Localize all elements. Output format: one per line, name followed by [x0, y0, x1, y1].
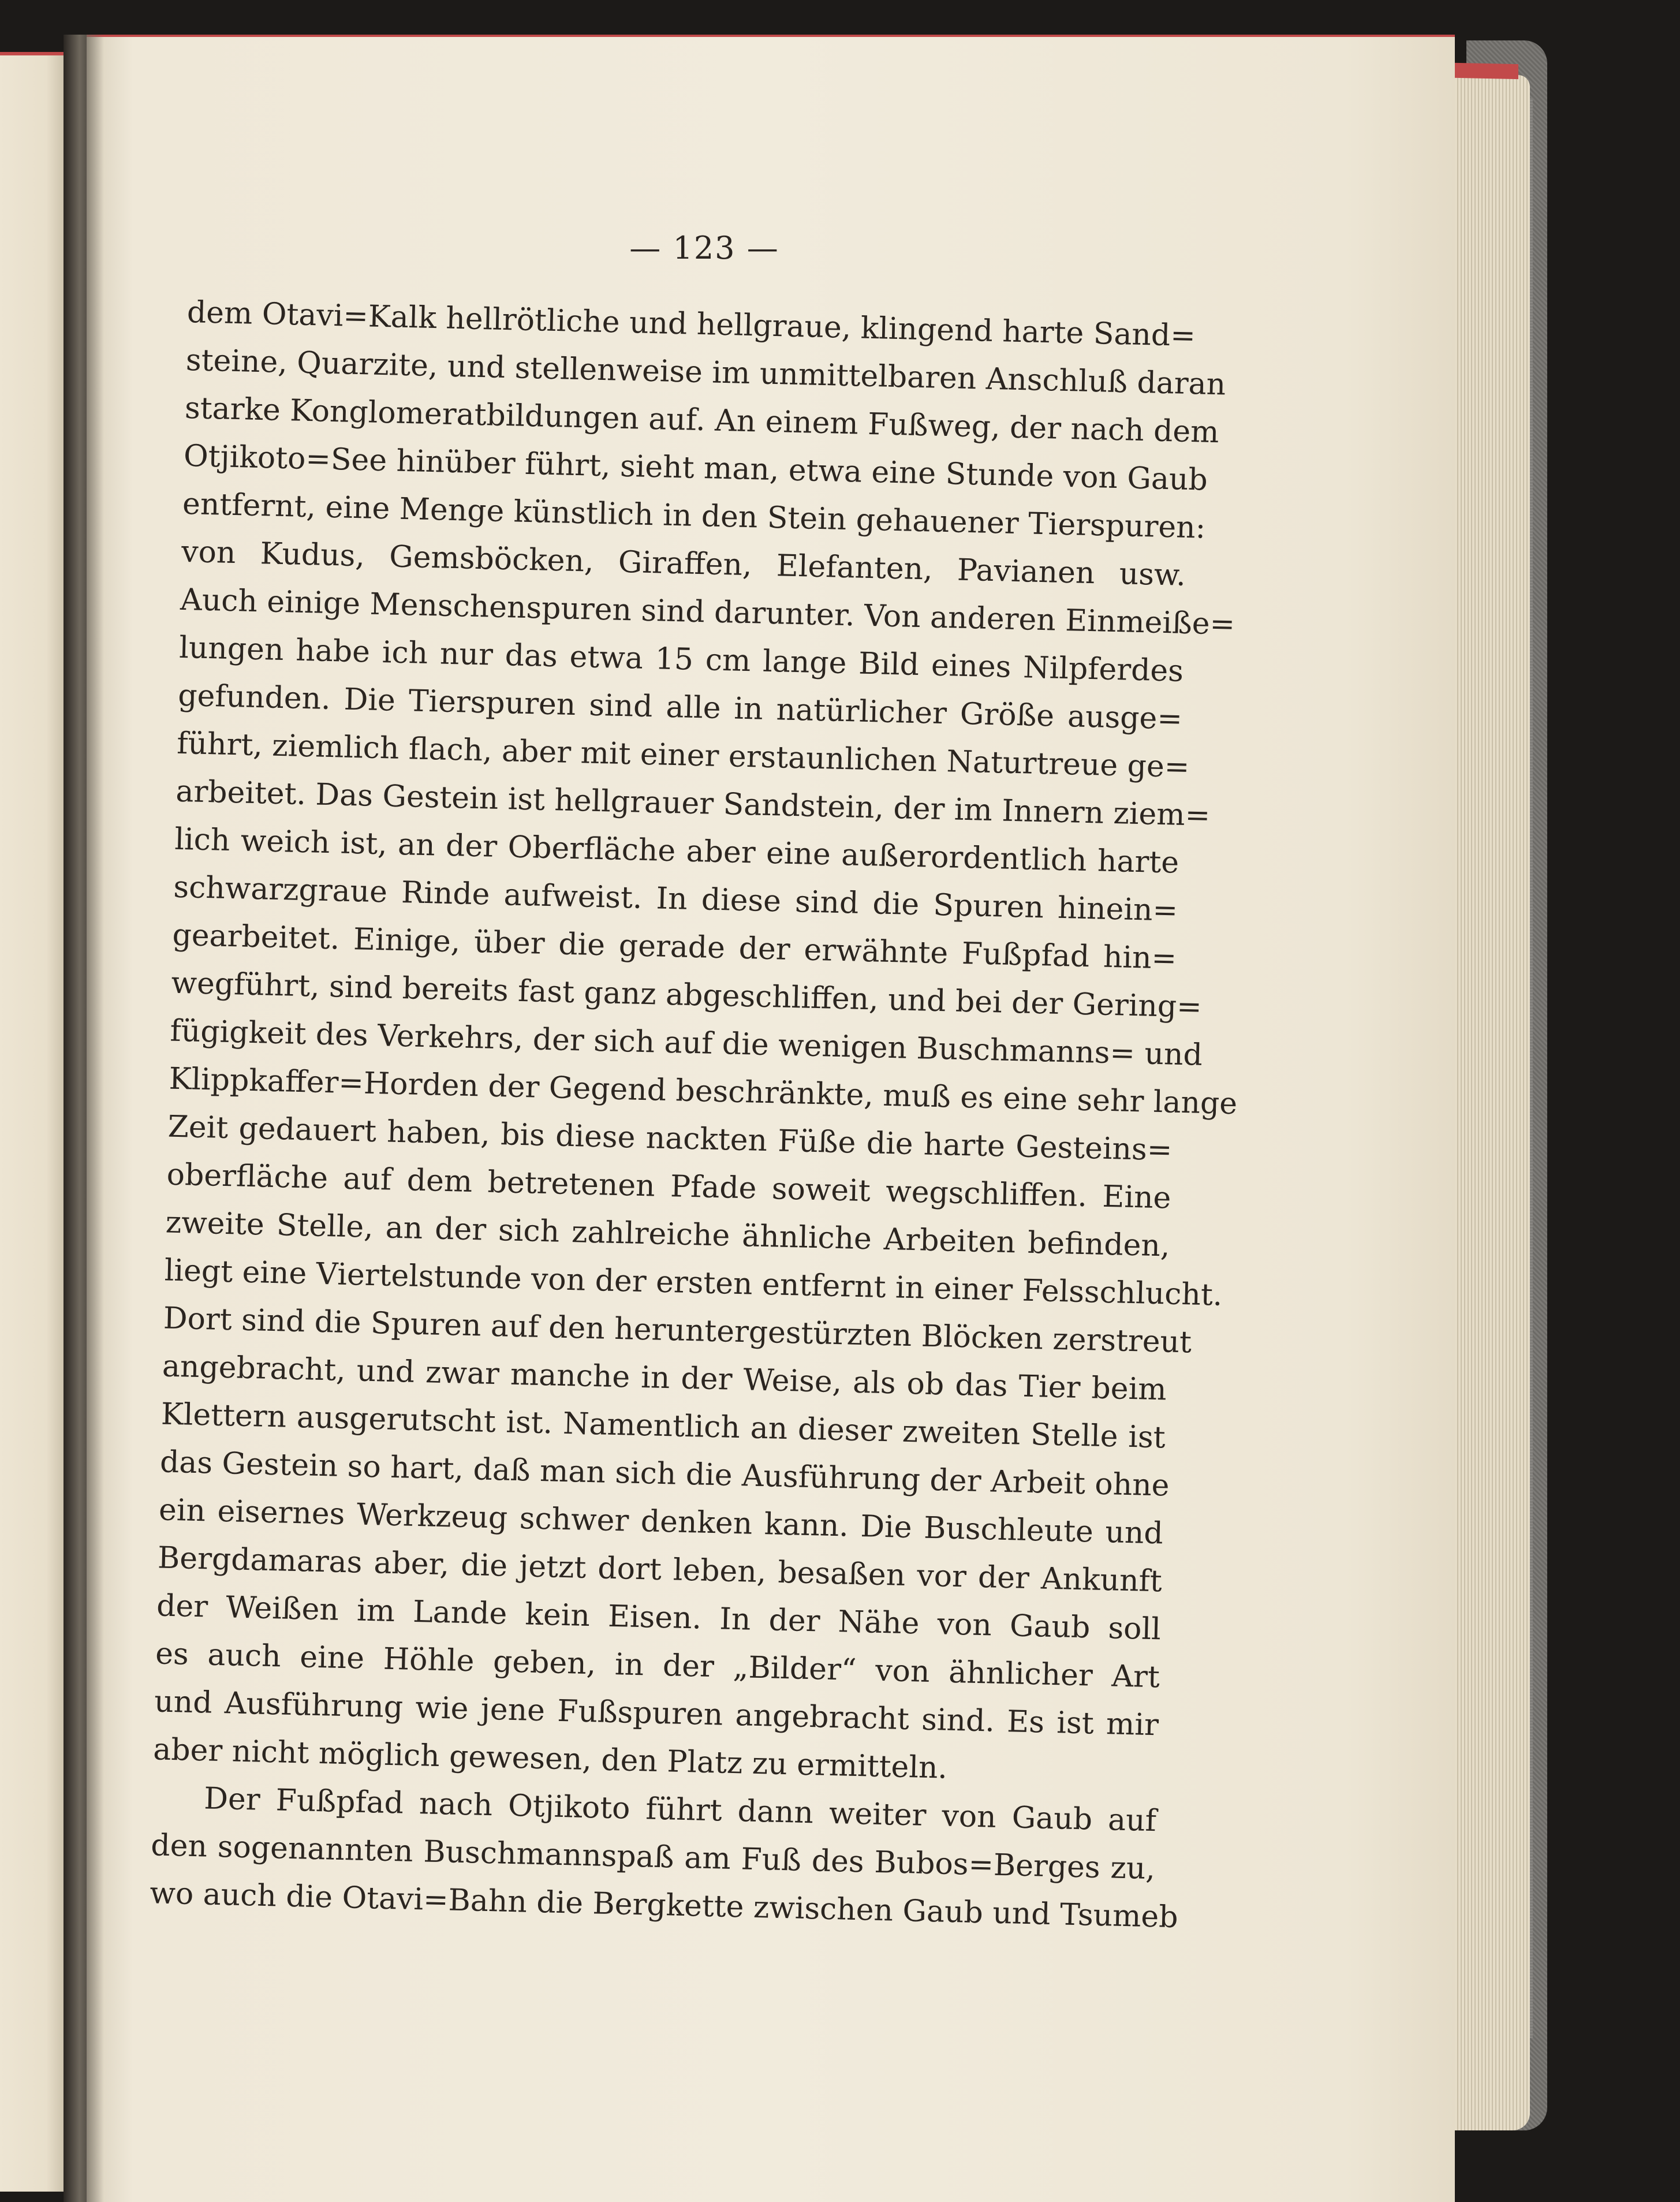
text-line: den sogenannten Buschmannspaß am Fuß des Bubos=Berges zu,: [150, 1828, 1156, 1887]
page-number: — 123 —: [629, 230, 779, 266]
text-line: schwarzgraue Rinde aufweist. In diese sind die Spuren hinein=: [173, 869, 1178, 928]
text-line: Otjikoto=See hinüber führt, sieht man, etwa eine Stunde von Gaub: [183, 438, 1208, 498]
text-line: es auch eine Höhle geben, in der „Bilder“ von ähnlicher Art: [155, 1636, 1160, 1695]
text-line: Dort sind die Spuren auf den heruntergestürzten Blöcken zerstreut: [163, 1301, 1192, 1360]
text-line: lungen habe ich nur das etwa 15 cm lange Bild eines Nilpferdes: [178, 630, 1184, 689]
text-line: lich weich ist, an der Oberfläche aber eine außerordentlich harte: [174, 822, 1179, 880]
body-text: [149, 289, 1238, 1941]
text-line: oberfläche auf dem betretenen Pfade soweit wegschliffen. Eine: [166, 1157, 1172, 1216]
text-line: steine, Quarzite, und stellenweise im unmittelbaren Anschluß daran: [185, 342, 1226, 402]
text-line: wo auch die Otavi=Bahn die Bergkette zwischen Gaub und Tsumeb: [149, 1876, 1179, 1935]
text-line: liegt eine Viertelstunde von der ersten entfernt in einer Felsschlucht.: [164, 1253, 1223, 1313]
text-line: Klettern ausgerutscht ist. Namentlich an dieser zweiten Stelle ist: [160, 1397, 1166, 1455]
text-line: gefunden. Die Tierspuren sind alle in natürlicher Größe ausge=: [177, 678, 1183, 737]
text-line: Auch einige Menschenspuren sind darunter. Von anderen Einmeiße=: [180, 582, 1235, 642]
text-line: angebracht, und zwar manche in der Weise, als ob das Tier beim: [162, 1349, 1167, 1408]
text-line: gearbeitet. Einige, über die gerade der erwähnte Fußpfad hin=: [171, 917, 1177, 976]
gutter-shadow: [64, 35, 104, 2202]
text-line: von Kudus, Gemsböcken, Giraffen, Elefanten, Pavianen usw.: [181, 534, 1186, 593]
text-line: Zeit gedauert haben, bis diese nackten Füße die harte Gesteins=: [167, 1109, 1173, 1168]
text-line: der Weißen im Lande kein Eisen. In der Nähe von Gaub soll: [156, 1588, 1162, 1647]
text-line: wegführt, sind bereits fast ganz abgeschliffen, und bei der Gering=: [170, 965, 1203, 1025]
text-line: Der Fußpfad nach Otjikoto führt dann weiter von Gaub auf: [203, 1781, 1157, 1839]
text-line: und Ausführung wie jene Fußspuren angebracht sind. Es ist mir: [154, 1684, 1159, 1743]
text-line: arbeitet. Das Gestein ist hellgrauer Sandstein, der im Innern ziem=: [175, 774, 1211, 833]
text-line: Bergdamaras aber, die jetzt dort leben, besaßen vor der Ankunft: [157, 1540, 1163, 1599]
text-line: fügigkeit des Verkehrs, der sich auf die wenigen Buschmanns= und: [169, 1013, 1203, 1073]
text-line: das Gestein so hart, daß man sich die Ausführung der Arbeit ohne: [159, 1445, 1170, 1503]
text-line: entfernt, eine Menge künstlich in den Stein gehauener Tierspuren:: [182, 486, 1206, 546]
text-line: ein eisernes Werkzeug schwer denken kann. Die Buschleute und: [158, 1492, 1164, 1551]
text-line: führt, ziemlich flach, aber mit einer erstaunlichen Naturtreue ge=: [176, 726, 1190, 785]
text-line: Klippkaffer=Horden der Gegend beschränkte, muß es eine sehr lange: [169, 1061, 1238, 1122]
text-line: dem Otavi=Kalk hellrötliche und hellgraue, klingend harte Sand=: [186, 294, 1196, 354]
text-line: aber nicht möglich gewesen, den Platz zu ermitteln.: [152, 1732, 948, 1786]
text-line: starke Konglomeratbildungen auf. An einem Fußweg, der nach dem: [184, 390, 1220, 450]
text-line: zweite Stelle, an der sich zahlreiche ähnliche Arbeiten befinden,: [165, 1205, 1171, 1264]
facing-left-page: [0, 52, 66, 2192]
